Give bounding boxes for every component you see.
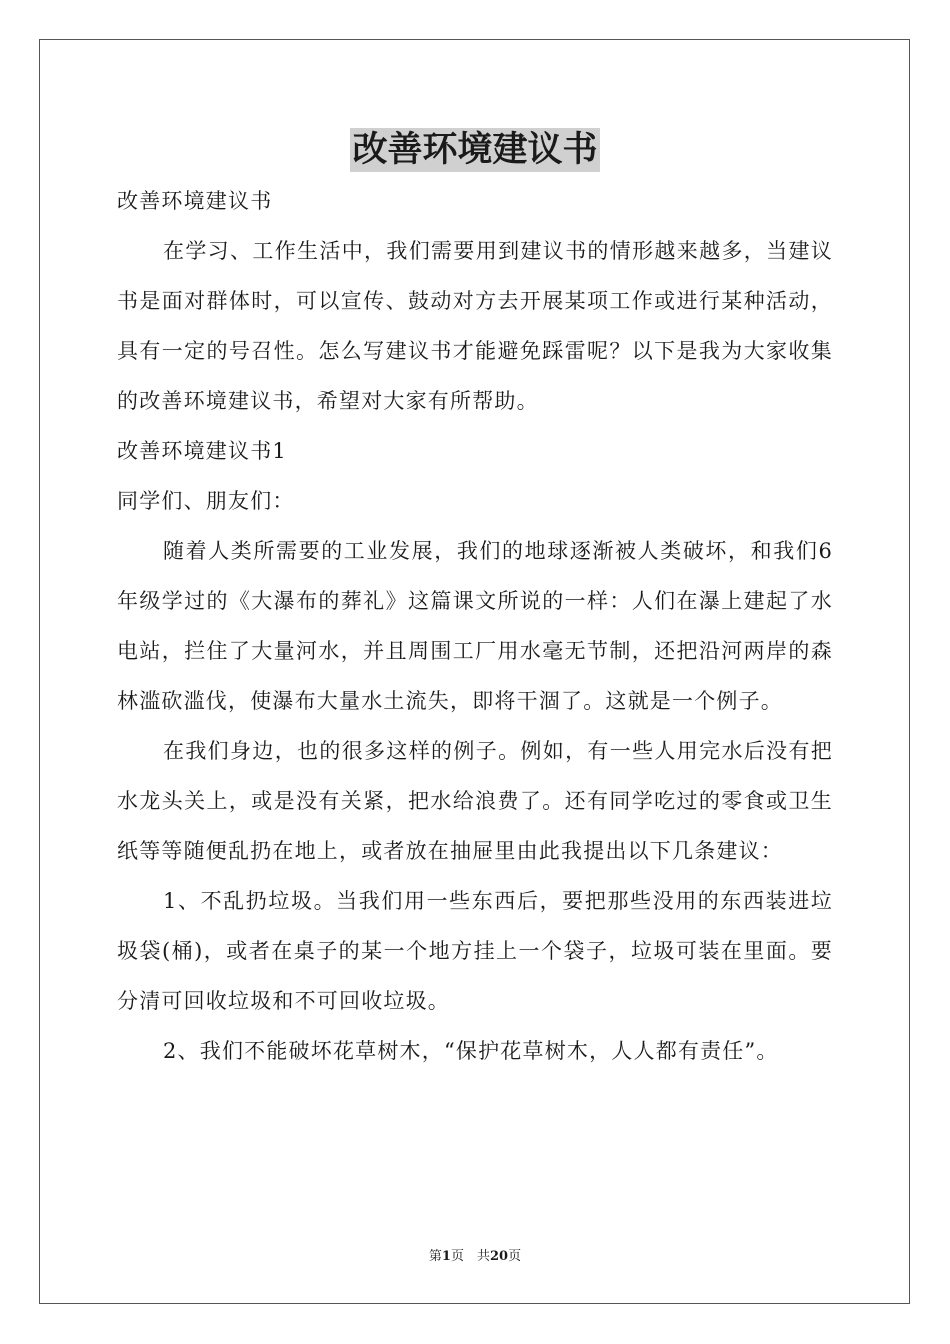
paragraph-subheading: 改善环境建议书1 [117,439,287,463]
footer-suffix: 页 [508,1249,522,1264]
paragraph-body: 在我们身边，也的很多这样的例子。例如，有一些人用完水后没有把水龙头关上，或是没有关紧，把水给浪费了。还有同学吃过的零食或卫生纸等等随便乱扔在地上，或者放在抽屉里由此我提出以下几条建议： [117,739,833,863]
title-container [0,128,950,172]
document-title: 改善环境建议书 [352,130,598,170]
document-body [117,176,833,1076]
paragraph-suggestion: 1、不乱扔垃圾。当我们用一些东西后，要把那些没用的东西装进垃圾袋(桶)，或者在桌子的某一个地方挂上一个袋子，垃圾可装在里面。要分清可回收垃圾和不可回收垃圾。 [117,889,833,1013]
paragraph-body: 随着人类所需要的工业发展，我们的地球逐渐被人类破坏，和我们6年级学过的《大瀑布的葬礼》这篇课文所说的一样：人们在瀑上建起了水电站，拦住了大量河水，并且周围工厂用水毫无节制，还把沿河两岸的森林滥砍滥伐，使瀑布大量水土流失，即将干涸了。这就是一个例子。 [117,539,833,713]
paragraph-suggestion: 2、我们不能破坏花草树木，“保护花草树木，人人都有责任”。 [163,1039,779,1063]
footer-mid: 页 共 [450,1249,490,1264]
footer-total-pages: 20 [489,1249,509,1264]
paragraph-salutation: 同学们、朋友们： [117,489,295,513]
paragraph-intro: 在学习、工作生活中，我们需要用到建议书的情形越来越多，当建议书是面对群体时，可以宣传、鼓动对方去开展某项工作或进行某种活动，具有一定的号召性。怎么写建议书才能避免踩雷呢？以下是我为大家收集的改善环境建议书，希望对大家有所帮助。 [117,239,833,413]
page-footer [0,1248,950,1266]
paragraph-heading: 改善环境建议书 [117,189,273,213]
footer-page-number: 1 [441,1249,451,1264]
footer-prefix: 第 [428,1249,442,1264]
